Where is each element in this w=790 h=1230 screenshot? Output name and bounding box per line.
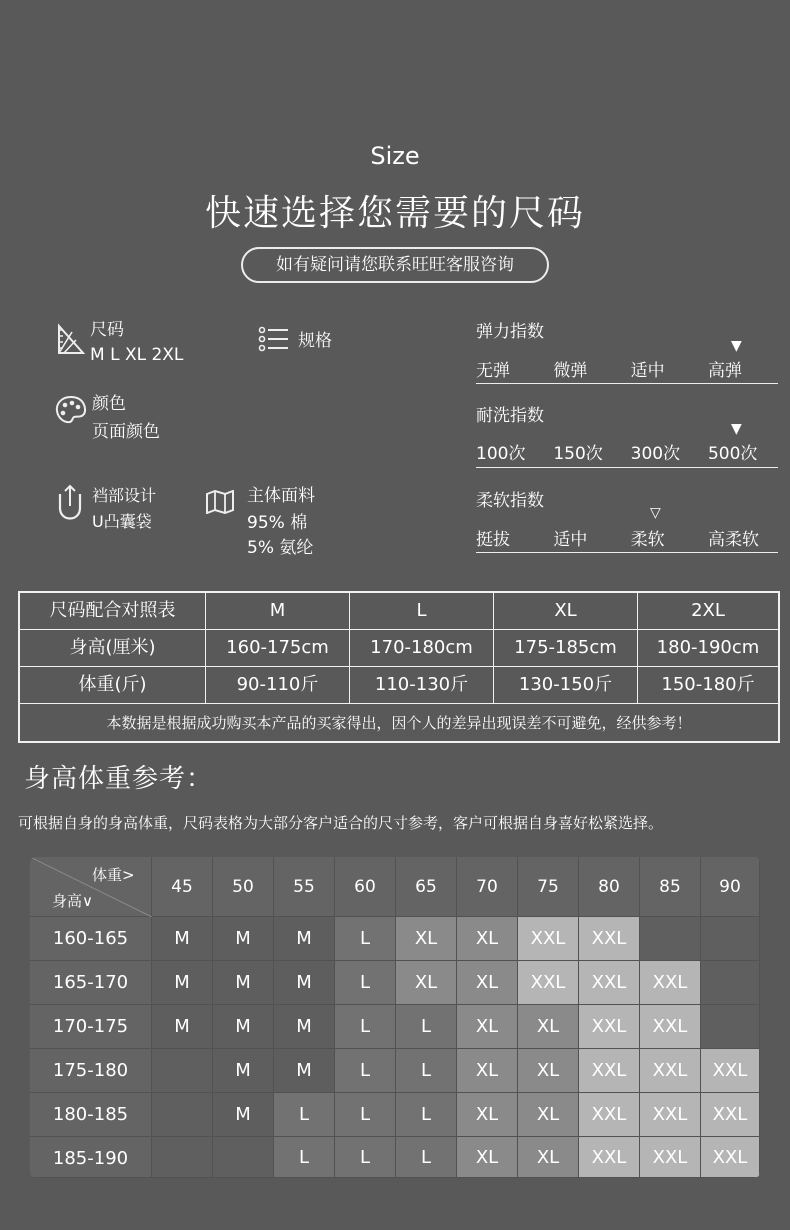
table-cell: 110-130斤 [350, 667, 494, 704]
size-cell: XXL [640, 961, 701, 1005]
elasticity-options [476, 356, 778, 381]
size-cell [701, 1005, 760, 1049]
size-cell: XXL [579, 961, 640, 1005]
corner-height-label: 身高∨ [52, 892, 93, 910]
page-title: 快速选择您需要的尺码 [204, 193, 585, 234]
reference-title: 身高体重参考： [24, 764, 214, 794]
table-cell: 130-150斤 [494, 667, 638, 704]
table-header-row [20, 593, 778, 630]
divider [476, 467, 778, 468]
size-cell: XL [396, 917, 457, 961]
size-cell: L [396, 1093, 457, 1137]
table-cell: 150-180斤 [638, 667, 778, 704]
size-cell: XXL [518, 961, 579, 1005]
size-cell: M [152, 917, 213, 961]
table-cell: 175-185cm [494, 630, 638, 667]
subtitle: Size [370, 142, 420, 170]
weight-header: 45 [152, 857, 213, 917]
size-cell [152, 1093, 213, 1137]
size-cell [701, 917, 760, 961]
height-row-label: 160-165 [30, 917, 152, 961]
size-cell: L [274, 1093, 335, 1137]
size-cell: M [274, 917, 335, 961]
size-cell: XXL [579, 1049, 640, 1093]
size-cell: XL [518, 1049, 579, 1093]
spec-label: 规格 [298, 331, 332, 351]
option: 微弹 [553, 361, 588, 381]
size-cell: L [396, 1137, 457, 1178]
size-cell: L [335, 1137, 396, 1178]
size-cell [213, 1137, 274, 1178]
table-cell: 170-180cm [350, 630, 494, 667]
size-cell: XXL [701, 1049, 760, 1093]
weight-header: 50 [213, 857, 274, 917]
size-cell: XL [457, 1093, 518, 1137]
table-cell: 160-175cm [206, 630, 350, 667]
table-cell: 90-110斤 [206, 667, 350, 704]
table-header-cell: 尺码配合对照表 [20, 593, 206, 630]
table-cell: 身高(厘米) [20, 630, 206, 667]
size-cell: XXL [640, 1137, 701, 1178]
size-cell: XL [457, 917, 518, 961]
size-cell: M [152, 961, 213, 1005]
weight-header: 75 [518, 857, 579, 917]
option: 高弹 [707, 361, 742, 381]
size-cell: XL [457, 1005, 518, 1049]
size-cell [701, 961, 760, 1005]
softness-title: 柔软指数 [476, 491, 544, 511]
size-cell [152, 1137, 213, 1178]
table-row [20, 667, 778, 704]
size-cell: M [274, 1005, 335, 1049]
option: 100次 [476, 444, 526, 464]
weight-header: 70 [457, 857, 518, 917]
size-cell: L [274, 1137, 335, 1178]
option: 适中 [630, 361, 665, 381]
size-table [18, 591, 780, 743]
size-cell: XL [457, 1049, 518, 1093]
table-row [20, 630, 778, 667]
table-header-cell: M [206, 593, 350, 630]
size-cell: XL [457, 1137, 518, 1178]
size-cell: L [335, 1049, 396, 1093]
size-label: 尺码 [90, 320, 124, 340]
size-cell: XXL [579, 1093, 640, 1137]
palette-icon [54, 394, 88, 426]
size-cell: L [396, 1005, 457, 1049]
ruler-icon [56, 322, 86, 356]
weight-header: 85 [640, 857, 701, 917]
list-icon [258, 326, 290, 352]
size-cell: M [213, 1005, 274, 1049]
size-cell: M [213, 917, 274, 961]
size-value: M L XL 2XL [90, 345, 184, 365]
size-cell: XXL [701, 1137, 760, 1178]
table-note: 本数据是根据成功购买本产品的买家得出，因个人的差异出现误差不可避免，经供参考！ [106, 714, 692, 732]
size-cell: M [274, 961, 335, 1005]
elasticity-title: 弹力指数 [476, 322, 544, 342]
fabric-line2: 5% 氨纶 [247, 538, 314, 558]
size-cell: XXL [518, 917, 579, 961]
size-cell: M [274, 1049, 335, 1093]
size-cell: XXL [579, 917, 640, 961]
weight-header: 55 [274, 857, 335, 917]
divider [476, 552, 778, 553]
height-row-label: 170-175 [30, 1005, 152, 1049]
grid-corner [30, 857, 152, 917]
height-row-label: 165-170 [30, 961, 152, 1005]
size-cell: M [213, 961, 274, 1005]
softness-options [476, 525, 778, 550]
size-cell: XXL [640, 1093, 701, 1137]
option: 150次 [553, 444, 603, 464]
corner-weight-label: 体重> [92, 866, 135, 884]
selected-marker-icon: ▽ [650, 505, 661, 521]
table-header-cell: XL [494, 593, 638, 630]
weight-header: 60 [335, 857, 396, 917]
consult-button[interactable]: 如有疑问请您联系旺旺客服咨询 [241, 247, 549, 283]
washing-options [476, 439, 778, 464]
size-cell: XL [518, 1137, 579, 1178]
map-fabric-icon [205, 490, 235, 514]
option: 500次 [707, 444, 758, 464]
size-cell: L [335, 1005, 396, 1049]
height-row-label: 185-190 [30, 1137, 152, 1178]
size-cell: L [335, 917, 396, 961]
weight-header: 80 [579, 857, 640, 917]
fabric-line1: 95% 棉 [247, 513, 308, 533]
size-cell: XL [518, 1005, 579, 1049]
size-cell: L [335, 1093, 396, 1137]
size-cell: XL [518, 1093, 579, 1137]
weight-header: 65 [396, 857, 457, 917]
weight-header: 90 [701, 857, 760, 917]
option: 高柔软 [707, 530, 759, 550]
size-cell: XXL [579, 1005, 640, 1049]
size-cell: M [213, 1093, 274, 1137]
size-cell: M [152, 1005, 213, 1049]
height-row-label: 180-185 [30, 1093, 152, 1137]
table-header-cell: 2XL [638, 593, 778, 630]
size-cell: L [335, 961, 396, 1005]
size-cell: XXL [579, 1137, 640, 1178]
selected-marker-icon: ▼ [731, 421, 742, 437]
size-cell: L [396, 1049, 457, 1093]
color-value: 页面颜色 [92, 422, 160, 442]
table-cell: 体重(斤) [20, 667, 206, 704]
height-weight-grid [30, 857, 760, 1178]
size-cell: XXL [640, 1005, 701, 1049]
reference-description: 可根据自身的身高体重，尺码表格为大部分客户适合的尺寸参考，客户可根据自身喜好松紧选择。 [18, 814, 664, 832]
size-cell: XL [457, 961, 518, 1005]
crotch-value: U凸囊袋 [92, 512, 152, 531]
option: 适中 [553, 530, 588, 550]
size-cell [152, 1049, 213, 1093]
option: 无弹 [476, 361, 510, 381]
u-pouch-icon [56, 484, 84, 522]
washing-title: 耐洗指数 [476, 406, 544, 426]
height-row-label: 175-180 [30, 1049, 152, 1093]
divider [476, 383, 778, 384]
option: 300次 [630, 444, 681, 464]
crotch-label: 裆部设计 [92, 486, 157, 505]
fabric-label: 主体面料 [247, 486, 315, 506]
size-cell [640, 917, 701, 961]
color-label: 颜色 [92, 394, 126, 414]
selected-marker-icon: ▼ [731, 338, 742, 354]
option: 挺拔 [476, 530, 510, 550]
table-cell: 180-190cm [638, 630, 778, 667]
size-cell: XXL [701, 1093, 760, 1137]
size-cell: XL [396, 961, 457, 1005]
size-cell: M [213, 1049, 274, 1093]
table-header-cell: L [350, 593, 494, 630]
size-cell: XXL [640, 1049, 701, 1093]
option: 柔软 [630, 530, 665, 550]
